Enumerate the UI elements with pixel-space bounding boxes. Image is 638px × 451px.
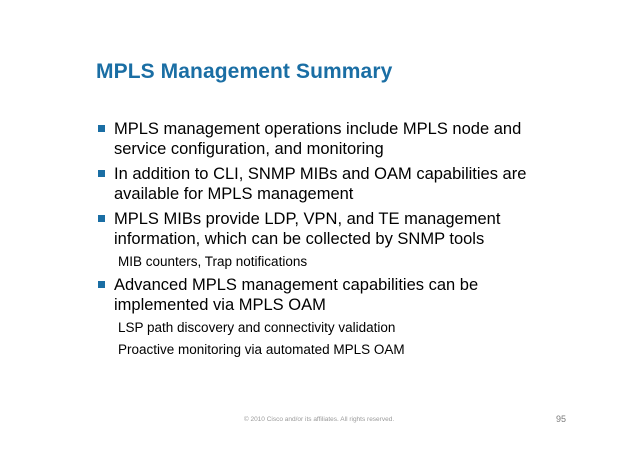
bullet-item-node-config [98, 119, 568, 159]
bullet-item-mpls-oam [98, 275, 568, 358]
sub-item: LSP path discovery and connectivity validation [118, 320, 396, 335]
bullet-item-mpls-mibs [98, 209, 568, 270]
sub-item: MIB counters, Trap notifications [118, 254, 308, 269]
bullet-list [98, 119, 568, 363]
bullet-text: MPLS management operations include MPLS node and service configuration, and monitoring [114, 120, 522, 158]
sub-item: Proactive monitoring via automated MPLS OAM [118, 342, 405, 357]
bullet-text: MPLS MIBs provide LDP, VPN, and TE management information, which can be collected by SNMP tools [114, 210, 501, 248]
square-bullet-icon [98, 125, 105, 132]
bullet-text: Advanced MPLS management capabilities can be implemented via MPLS OAM [114, 276, 479, 314]
square-bullet-icon [98, 281, 105, 288]
square-bullet-icon [98, 215, 105, 222]
sub-item-list [114, 253, 568, 270]
sub-item-list [114, 319, 568, 358]
bullet-item-snmp-oam [98, 164, 568, 204]
footer-copyright: © 2010 Cisco and/or its affiliates. All rights reserved. [243, 416, 395, 423]
square-bullet-icon [98, 170, 105, 177]
page-number: 95 [555, 414, 566, 424]
bullet-text: In addition to CLI, SNMP MIBs and OAM capabilities are available for MPLS management [114, 165, 527, 203]
slide-title: MPLS Management Summary [96, 60, 393, 83]
